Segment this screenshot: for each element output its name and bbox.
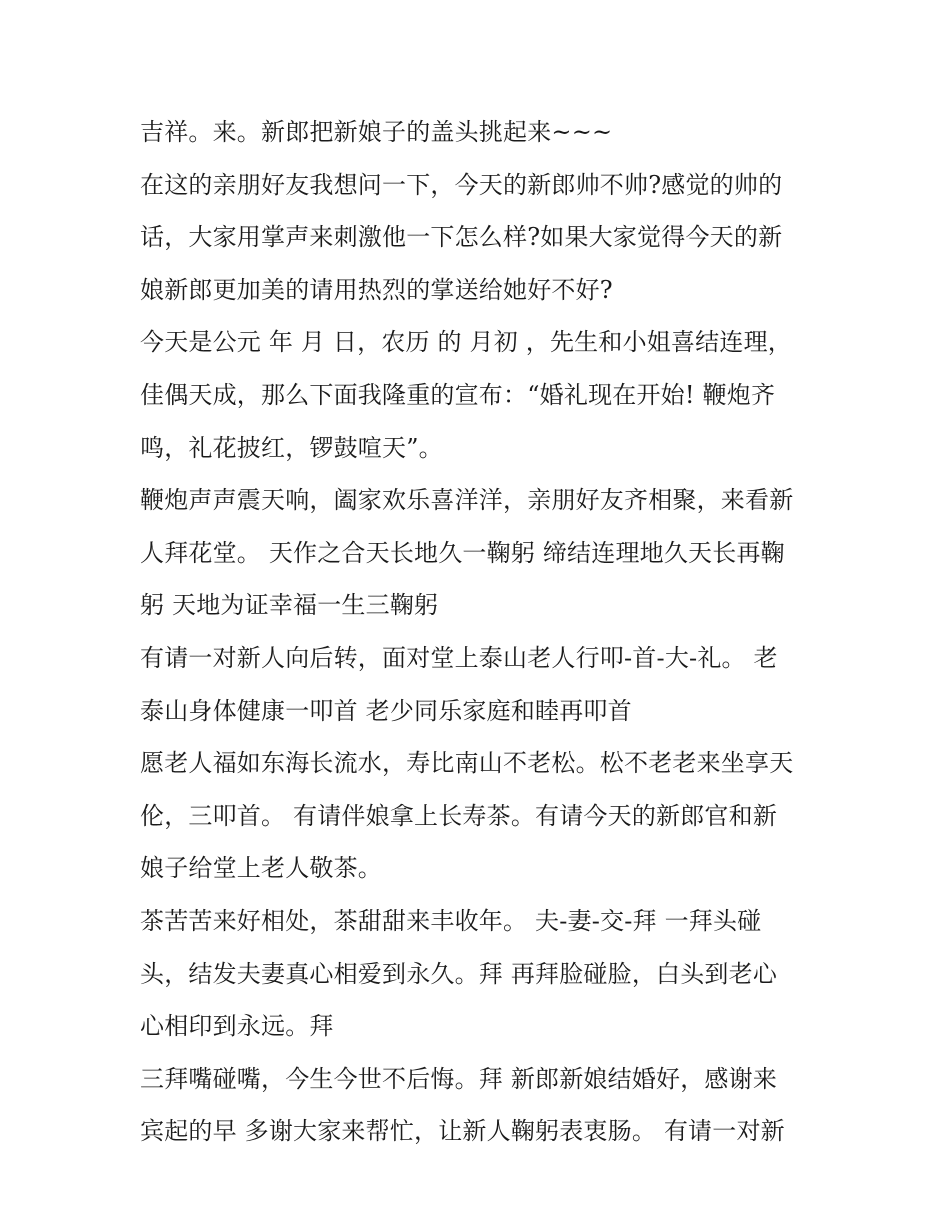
text-line: 愿老人福如东海长流水，寿比南山不老松。松不老老来坐享天	[140, 749, 794, 778]
text-line: 鞭炮声声震天响，阖家欢乐喜洋洋，亲朋好友齐相聚，来看新	[140, 486, 794, 515]
text-line: 躬 天地为证幸福一生三鞠躬	[140, 591, 439, 620]
text-line: 娘新郎更加美的请用热烈的掌送给她好不好?	[140, 275, 613, 304]
text-line: 伦，三叩首。 有请伴娘拿上长寿茶。有请今天的新郎官和新	[140, 801, 778, 830]
text-line: 话，大家用掌声来刺激他一下怎么样?如果大家觉得今天的新	[140, 223, 783, 252]
document-body	[140, 106, 840, 1158]
text-line: 三拜嘴碰嘴，今生今世不后悔。拜 新郎新娘结婚好，感谢来	[140, 1064, 778, 1093]
text-line: 宾起的早 多谢大家来帮忙，让新人鞠躬表衷肠。 有请一对新	[140, 1117, 785, 1146]
text-line: 有请一对新人向后转，面对堂上泰山老人行叩-首-大-礼。 老	[140, 643, 778, 672]
text-line: 在这的亲朋好友我想问一下，今天的新郎帅不帅?感觉的帅的	[140, 170, 783, 199]
text-line: 泰山身体健康一叩首 老少同乐家庭和睦再叩首	[140, 696, 632, 725]
text-line: 茶苦苦来好相处，茶甜甜来丰收年。 夫-妻-交-拜 一拜头碰	[140, 906, 762, 935]
text-line: 心相印到永远。拜	[140, 1012, 334, 1041]
text-line: 头，结发夫妻真心相爱到永久。拜 再拜脸碰脸，白头到老心	[140, 959, 778, 988]
text-line: 今天是公元 年 月 日，农历 的 月初 ，先生和小姐喜结连理，	[140, 328, 792, 357]
text-line: 佳偶天成，那么下面我隆重的宣布：“婚礼现在开始! 鞭炮齐	[140, 380, 776, 409]
text-line: 吉祥。来。新郎把新娘子的盖头挑起来~~~	[140, 118, 613, 146]
text-line: 鸣，礼花披红，锣鼓喧天”。	[140, 433, 443, 462]
text-line: 娘子给堂上老人敬茶。	[140, 854, 382, 883]
text-line: 人拜花堂。 天作之合天长地久一鞠躬 缔结连理地久天长再鞠	[140, 538, 785, 567]
